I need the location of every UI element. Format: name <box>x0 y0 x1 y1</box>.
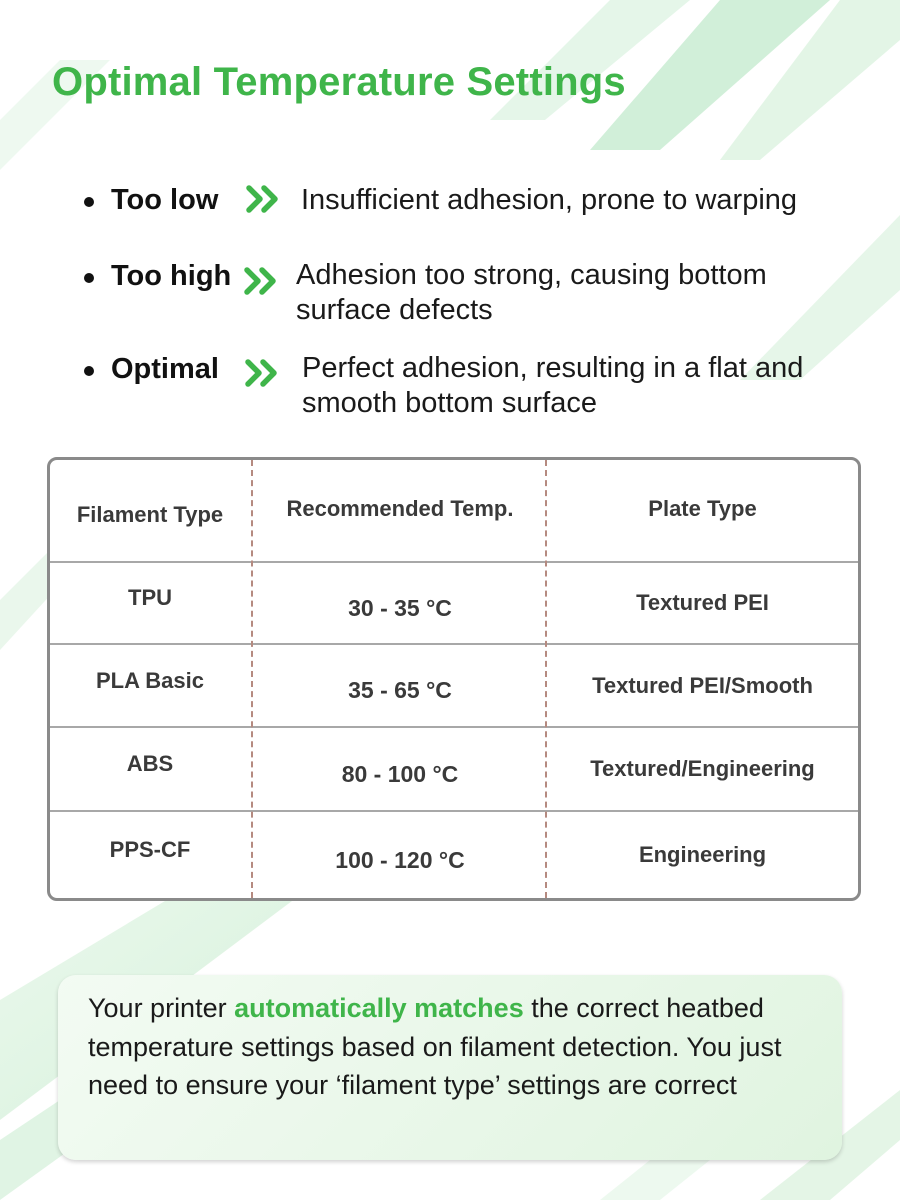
table-row <box>50 728 858 812</box>
table-row <box>50 645 858 728</box>
bullet-description: Perfect adhesion, resulting in a flat and smooth bottom surface <box>302 352 804 419</box>
table-cell-plate: Textured/Engineering <box>590 756 815 781</box>
note-highlight: automatically matches <box>234 993 524 1023</box>
bullet-dot <box>84 197 94 207</box>
note-text-start: Your printer <box>88 993 235 1023</box>
double-chevron-right-icon <box>244 266 278 296</box>
bullet-label: Optimal <box>111 353 219 385</box>
table-cell-filament: ABS <box>126 751 174 776</box>
table-cell-plate: Textured PEI/Smooth <box>592 672 813 698</box>
column-divider <box>251 460 253 898</box>
bullet-label: Too high <box>111 260 232 292</box>
note-text <box>88 989 828 1105</box>
bullet-optimal <box>84 349 884 429</box>
page-title: Optimal Temperature Settings <box>52 60 626 104</box>
table-cell-filament: PPS-CF <box>109 837 191 862</box>
table-cell-temp: 100 - 120 °C <box>335 846 465 873</box>
double-chevron-right-icon <box>245 358 279 388</box>
table-cell-plate: Textured PEI <box>636 590 769 615</box>
table-header-row <box>50 460 858 563</box>
table-header-cell: Filament Type <box>76 501 224 527</box>
table-header-cell: Recommended Temp. <box>286 495 514 521</box>
info-note <box>58 975 842 1160</box>
bullet-description: Adhesion too strong, causing bottom surface defects <box>296 259 767 326</box>
column-divider <box>545 460 547 898</box>
table-cell-filament: PLA Basic <box>95 667 204 693</box>
bullet-label: Too low <box>111 184 219 216</box>
table-row <box>50 812 858 898</box>
bullet-dot <box>84 366 94 376</box>
table-row <box>50 563 858 645</box>
table-cell-temp: 80 - 100 °C <box>341 760 459 787</box>
bullet-description: Insufficient adhesion, prone to warping <box>301 184 798 216</box>
table-cell-plate: Engineering <box>638 842 767 867</box>
temperature-table <box>47 457 861 901</box>
bullet-too-high <box>84 256 884 336</box>
bullet-too-low <box>84 180 884 260</box>
table-cell-temp: 35 - 65 °C <box>348 677 452 703</box>
table-cell-filament: TPU <box>128 585 172 610</box>
table-cell-temp: 30 - 35 °C <box>348 594 452 621</box>
note-text-end: the correct heatbed temperature settings based on filament detection. You just need to ensure your ‘filament type’ settings are correct <box>88 993 782 1100</box>
double-chevron-right-icon <box>246 184 280 214</box>
table-header-cell: Plate Type <box>648 495 757 521</box>
bullet-dot <box>84 273 94 283</box>
